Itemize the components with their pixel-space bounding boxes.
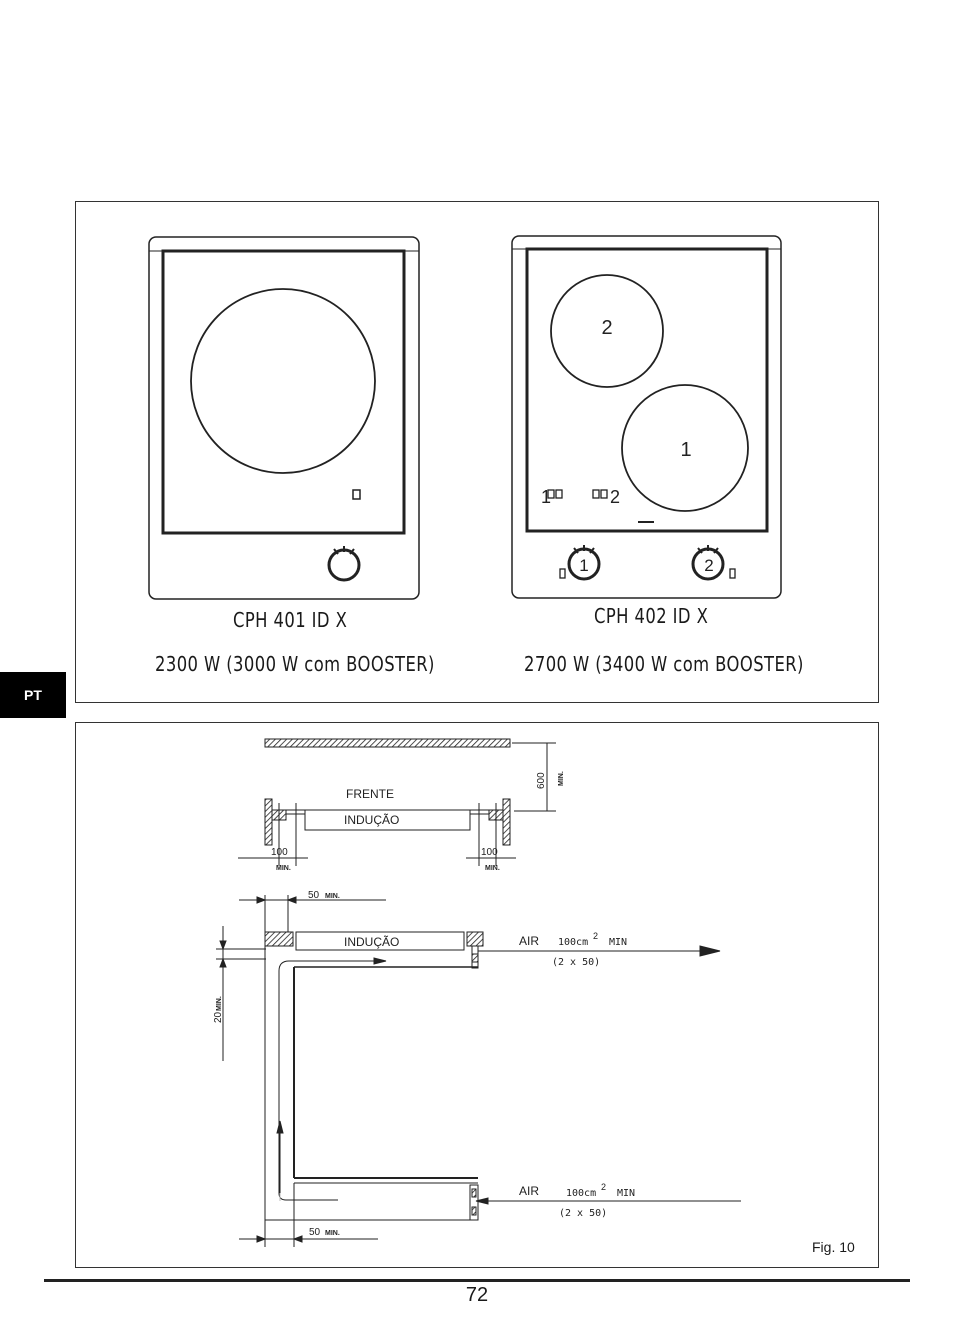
hob-left-power: 2300 W (3000 W com BOOSTER)	[155, 652, 435, 676]
figure-label: Fig. 10	[812, 1239, 855, 1255]
page-rule	[44, 1279, 910, 1282]
dim-600-unit: MIN.	[558, 771, 565, 786]
control-label-2: 2	[610, 487, 621, 507]
air-top-area: 100cm	[558, 937, 589, 948]
cooking-zone	[191, 289, 375, 473]
dim-600-value: 600	[536, 772, 547, 789]
hob-left-model: CPH 401 ID X	[233, 608, 348, 632]
page-number: 72	[465, 1284, 489, 1306]
hob-right-power: 2700 W (3400 W com BOOSTER)	[524, 652, 804, 676]
dim-left-100: 100	[271, 847, 288, 858]
hob-drawings	[76, 202, 880, 704]
dim-50-top-unit: MIN.	[325, 893, 340, 900]
up-arrow	[277, 1121, 283, 1193]
knob-label-2: 2	[704, 556, 714, 575]
air-bottom-label: AIR	[519, 1184, 540, 1198]
air-top-exp: 2	[593, 931, 599, 941]
dim-right-100: 100	[481, 847, 498, 858]
dim-20	[216, 926, 266, 1061]
air-out-arrow	[478, 946, 720, 956]
knob-left	[329, 546, 359, 580]
air-bottom-area: 100cm	[566, 1188, 597, 1199]
dim-50-bottom-unit: MIN.	[325, 1230, 340, 1237]
zone-back-number: 2	[601, 317, 613, 339]
hob-right-drawing	[512, 236, 781, 598]
air-top-sub: (2 x 50)	[552, 957, 601, 968]
dim-right-min: MIN.	[485, 865, 500, 872]
air-top-label: AIR	[519, 934, 540, 948]
dim-600	[512, 743, 556, 811]
control-label-1: 1	[541, 487, 552, 507]
installation-diagram	[76, 723, 880, 1269]
air-bottom-sub: (2 x 50)	[559, 1208, 608, 1219]
induction-label-section: INDUÇÃO	[344, 935, 400, 949]
air-in-arrow	[476, 1198, 741, 1204]
induction-label-top: INDUÇÃO	[344, 813, 400, 827]
wall-hatch	[265, 739, 510, 747]
language-tab	[0, 672, 66, 718]
dim-50-bottom-value: 50	[309, 1227, 321, 1238]
installation-panel	[75, 722, 879, 1268]
front-label: FRENTE	[346, 787, 394, 801]
air-top-min: MIN	[609, 937, 628, 948]
cabinet	[265, 946, 478, 1220]
dim-20-unit: MIN.	[216, 996, 223, 1011]
zone-front-number: 1	[680, 439, 692, 461]
hob-left-drawing	[149, 237, 419, 599]
dim-20-value: 20	[213, 1011, 224, 1023]
air-bottom-min: MIN	[617, 1188, 636, 1199]
knob-label-1: 1	[579, 556, 589, 575]
language-tab-label: PT	[24, 687, 42, 703]
dim-left-min: MIN.	[276, 865, 291, 872]
dim-50-top-value: 50	[308, 890, 320, 901]
air-bottom-exp: 2	[601, 1182, 607, 1192]
display-indicator	[353, 490, 360, 499]
dim-50-top	[239, 895, 386, 935]
hob-models-panel	[75, 201, 879, 703]
hob-right-model: CPH 402 ID X	[594, 604, 709, 628]
